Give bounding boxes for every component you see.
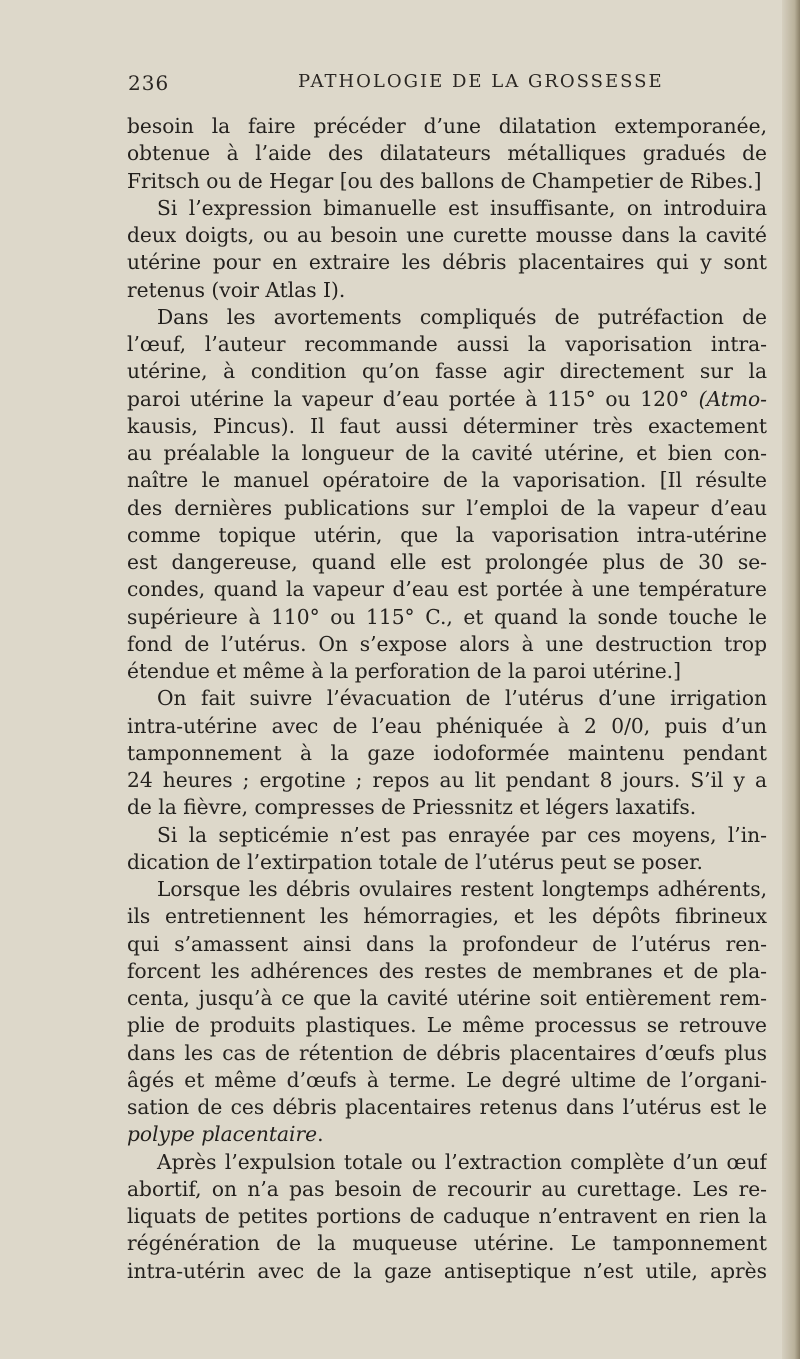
- text-line: sation de ces débris placentaires retenus dans l’utérus est le: [127, 1095, 767, 1119]
- text-line: forcent les adhérences des restes de membranes et de pla-: [127, 958, 767, 983]
- text-line: retenus (voir Atlas I).: [127, 277, 346, 302]
- text-line: est dangereuse, quand elle est prolongée plus de 30 se-: [127, 550, 767, 574]
- body-text: [127, 113, 767, 1285]
- text-line: qui s’amassent ainsi dans la profondeur de l’utérus ren-: [127, 931, 767, 956]
- text-line: des dernières publications sur l’emploi de la vapeur d’eau: [127, 495, 767, 520]
- text-line: au préalable la longueur de la cavité utérine, et bien con-: [127, 441, 767, 465]
- text-line: étendue et même à la perforation de la paroi utérine.]: [127, 659, 681, 683]
- text-line: Si la septicémie n’est pas enrayée par ces moyens, l’in-: [157, 822, 767, 847]
- text-line: Après l’expulsion totale ou l’extraction complète d’un œuf: [157, 1149, 767, 1174]
- page-header: [128, 71, 768, 101]
- text-line: Lorsque les débris ovulaires restent longtemps adhérents,: [157, 877, 767, 901]
- text-line: liquats de petites portions de caduque n’entravent en rien la: [127, 1204, 767, 1228]
- text-line: [127, 386, 767, 413]
- text-line: plie de produits plastiques. Le même processus se retrouve: [127, 1013, 767, 1038]
- page-number: 236: [128, 71, 170, 95]
- text-line: Dans les avortements compliqués de putréfaction de: [157, 304, 767, 329]
- text-line: supérieure à 110° ou 115° C., et quand la sonde touche le: [127, 604, 767, 629]
- text-line: fond de l’utérus. On s’expose alors à une destruction trop: [127, 631, 767, 656]
- italic-term-polype: polype placentaire: [127, 1122, 318, 1147]
- text-line: condes, quand la vapeur d’eau est portée à une température: [127, 577, 767, 602]
- text-line: polype placentaire.: [127, 1122, 324, 1147]
- text-line: Fritsch ou de Hegar [ou des ballons de Champetier de Ribes.]: [127, 168, 762, 193]
- text-line-part: paroi utérine la vapeur d’eau portée à 115° ou 120°: [127, 386, 689, 411]
- text-line: intra-utérine avec de l’eau phéniquée à 2 0/0, puis d’un: [127, 713, 767, 738]
- running-title: PATHOLOGIE DE LA GROSSESSE: [298, 71, 664, 92]
- text-line: âgés et même d’œufs à terme. Le degré ultime de l’organi-: [127, 1067, 767, 1092]
- text-line: comme topique utérin, que la vaporisation intra-utérine: [127, 522, 767, 547]
- text-line: deux doigts, ou au besoin une curette mousse dans la cavité: [127, 223, 767, 247]
- text-line: abortif, on n’a pas besoin de recourir au curettage. Les re-: [127, 1176, 767, 1201]
- text-line: de la fièvre, compresses de Priessnitz et légers laxatifs.: [127, 795, 697, 820]
- text-line: dication de l’extirpation totale de l’utérus peut se poser.: [127, 849, 703, 874]
- text-line: On fait suivre l’évacuation de l’utérus d’une irrigation: [157, 686, 767, 711]
- text-line: intra-utérin avec de la gaze antiseptique n’est utile, après: [127, 1258, 767, 1283]
- text-line: centa, jusqu’à ce que la cavité utérine soit entièrement rem-: [127, 986, 767, 1010]
- text-line: 24 heures ; ergotine ; repos au lit pendant 8 jours. S’il y a: [127, 768, 767, 792]
- text-line: l’œuf, l’auteur recommande aussi la vaporisation intra-: [127, 332, 767, 356]
- text-line: naître le manuel opératoire de la vaporisation. [Il résulte: [127, 468, 767, 493]
- text-line: besoin la faire précéder d’une dilatation extemporanée,: [127, 114, 767, 138]
- text-line: régénération de la muqueuse utérine. Le tamponnement: [127, 1231, 767, 1256]
- text-line: ils entretiennent les hémorragies, et les dépôts fibrineux: [127, 904, 767, 929]
- text-line: tamponnement à la gaze iodoformée maintenu pendant: [127, 740, 767, 765]
- text-line: dans les cas de rétention de débris placentaires d’œufs plus: [127, 1040, 767, 1065]
- text-line: kausis, Pincus). Il faut aussi déterminer très exactement: [127, 413, 767, 438]
- text-line: Si l’expression bimanuelle est insuffisante, on introduira: [157, 195, 767, 220]
- italic-term-atmokausis: (Atmo-: [698, 386, 767, 411]
- text-line: obtenue à l’aide des dilatateurs métalliques gradués de: [127, 141, 767, 166]
- text-line: utérine, à condition qu’on fasse agir directement sur la: [127, 359, 767, 384]
- page-edge-shadow: [782, 0, 800, 1359]
- text-line: utérine pour en extraire les débris placentaires qui y sont: [127, 250, 767, 275]
